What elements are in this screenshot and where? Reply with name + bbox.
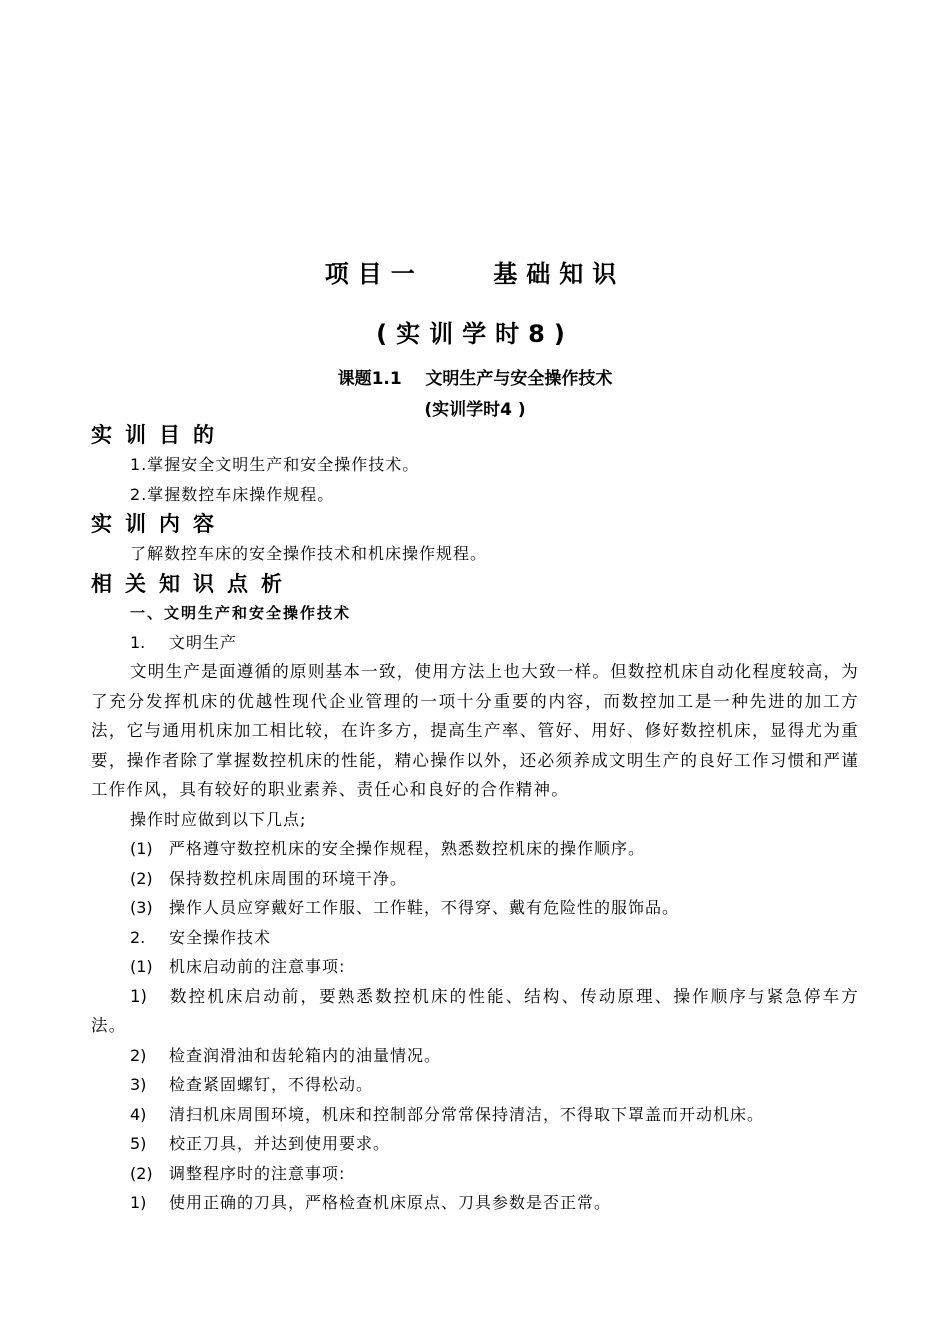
list-item <box>91 1070 859 1100</box>
knowledge-subheading: 一、文明生产和安全操作技术 <box>130 603 352 622</box>
list-text: 清扫机床周围环境，机床和控制部分常常保持清洁，不得取下罩盖而开动机床。 <box>169 1104 765 1124</box>
list-text: 校正刀具，并达到使用要求。 <box>169 1134 391 1153</box>
list-number: 1) <box>130 1193 147 1212</box>
list-number: (1) <box>130 839 153 858</box>
knowledge-heading: 相关知识点析 <box>91 571 295 596</box>
list-item <box>91 1159 859 1189</box>
list-item <box>91 864 859 894</box>
list-text: 调整程序时的注意事项: <box>169 1163 346 1183</box>
list-number: (3) <box>130 898 153 917</box>
list-text: 严格遵守数控机床的安全操作规程，熟悉数控机床的操作顺序。 <box>169 839 646 858</box>
list-number: (2) <box>130 868 153 888</box>
list-item <box>91 1188 859 1218</box>
list-number: 1) <box>130 986 147 1006</box>
section-title <box>91 628 859 658</box>
document-body <box>91 420 859 1218</box>
list-item <box>91 1100 859 1130</box>
list-text: 操作人员应穿戴好工作服、工作鞋，不得穿、戴有危险性的服饰品。 <box>169 898 680 917</box>
section-title-text: 文明生产 <box>169 632 238 652</box>
list-item <box>91 952 859 982</box>
training-hours-title: (实训学时8) <box>376 320 574 348</box>
content-text: 了解数控车床的安全操作技术和机床操作规程。 <box>130 544 488 563</box>
list-text: 检查紧固螺钉，不得松动。 <box>169 1075 374 1094</box>
list-number: 4) <box>130 1104 147 1124</box>
section-title-text: 安全操作技术 <box>169 927 272 947</box>
section-number: 2. <box>130 927 146 947</box>
list-text: 检查润滑油和齿轮箱内的油量情况。 <box>169 1045 442 1065</box>
lesson-hours: (实训学时4 ) <box>424 400 526 420</box>
project-title: 项目一 基础知识 <box>324 260 626 288</box>
goal-item: 1.掌握安全文明生产和安全操作技术。 <box>130 455 420 474</box>
list-text: 数控机床启动前，要熟悉数控机床的性能、结构、传动原理、操作顺序与紧急停车方法。 <box>91 986 859 1035</box>
list-item <box>91 834 859 864</box>
points-intro: 操作时应做到以下几点; <box>130 809 307 829</box>
list-item <box>91 893 859 923</box>
body-paragraph: 文明生产是面遵循的原则基本一致，使用方法上也大致一样。但数控机床自动化程度较高，为了充分发挥机床的优越性现代企业管理的一项十分重要的内容，而数控加工是一种先进的加工方法，它与通用机床加工相比较，在许多方，提高生产率、管好、用好、修好数控机床，显得尤为重要，操作者除了掌握数控机床的性能，精心操作以外，还必须养成文明生产的良好工作习惯和严谨工作作风，具有较好的职业素养、责任心和良好的合作精神。 <box>91 662 859 799</box>
list-text: 机床启动前的注意事项: <box>169 957 346 976</box>
list-number: 5) <box>130 1134 147 1153</box>
list-item <box>91 1129 859 1159</box>
goals-heading: 实训目的 <box>91 423 227 447</box>
section-title <box>91 923 859 953</box>
section-number: 1. <box>130 632 146 652</box>
list-number: (1) <box>130 957 153 976</box>
list-item <box>91 1041 859 1071</box>
list-number: 2) <box>130 1045 147 1065</box>
list-text: 使用正确的刀具，严格检查机床原点、刀具参数是否正常。 <box>169 1193 612 1212</box>
goal-item: 2.掌握数控车床操作规程。 <box>130 484 335 504</box>
list-number: 3) <box>130 1075 147 1094</box>
list-text: 保持数控机床周围的环境干净。 <box>169 868 408 888</box>
lesson-title: 课题1.1 文明生产与安全操作技术 <box>337 369 613 389</box>
list-item <box>91 982 859 1041</box>
list-number: (2) <box>130 1163 153 1183</box>
content-heading: 实训内容 <box>91 512 227 536</box>
